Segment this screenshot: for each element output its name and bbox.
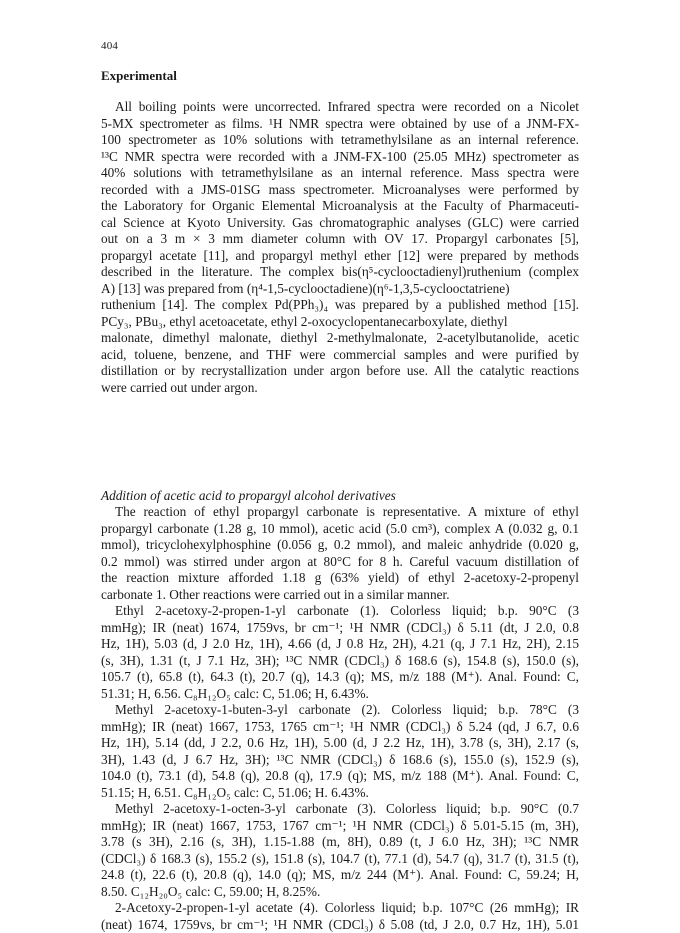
text-line: out on a 3 m × 3 mm diameter column with OV 17. Propargyl carbonates [5], [101, 231, 579, 246]
text-line: 104.0 (t), 73.1 (d), 54.8 (q), 20.8 (q), 17.9 (q); MS, m/z 188 (M⁺). Anal. Found: C, [101, 768, 579, 783]
text-line: Hz, 1H), 5.14 (dd, J 2.2, 0.6 Hz, 1H), 5.00 (d, J 2.2 Hz, 1H), 3.78 (s, 3H), 2.17 (s, [101, 735, 579, 750]
text-line: 105.7 (t), 65.8 (t), 64.3 (t), 20.7 (q), 14.3 (q); MS, m/z 188 (M⁺). Anal. Found: C, [101, 669, 579, 684]
text-line: 0.2 mmol) was stirred under argon at 80°C for 8 h. Careful vacuum distillation of [101, 553, 579, 569]
text-line: mmHg); IR (neat) 1667, 1753, 1767 cm⁻¹; ¹H NMR (CDCl₃) δ 5.01-5.15 (m, 3H), [101, 817, 579, 833]
text-line: 5-MX spectrometer as films. ¹H NMR spectra were obtained by use of a JNM-FX- [101, 115, 579, 131]
text-line: the Laboratory for Organic Elemental Microanalysis at the Faculty of Pharmaceuti- [101, 198, 579, 213]
page-number: 404 [101, 40, 119, 52]
text-line: (CDCl₃) δ 168.3 (s), 155.2 (s), 151.8 (s), 104.7 (t), 77.1 (d), 54.7 (q), 31.7 (t), 31.5 (t), [101, 850, 579, 866]
text-line: propargyl acetate [11], and propargyl methyl ether [12] were prepared by methods [101, 247, 579, 263]
text-line: Methyl 2-acetoxy-1-buten-3-yl carbonate (2). Colorless liquid; b.p. 78°C (3 [115, 702, 579, 717]
text-line: (neat) 1674, 1759vs, br cm⁻¹; ¹H NMR (CDCl₃) δ 5.08 (td, J 2.0, 0.7 Hz, 1H), 5.01 [101, 916, 579, 932]
text-line: (s, 3H), 1.31 (t, J 7.1 Hz, 3H); ¹³C NMR (CDCl₃) δ 168.6 (s), 154.8 (s), 150.0 (s), [101, 652, 579, 668]
experimental-intro-paragraph [101, 99, 579, 396]
text-line: mmol), tricyclohexylphosphine (0.056 g, 0.2 mmol), and maleic anhydride (0.020 g, [101, 537, 579, 552]
text-line: PCy₃, PBu₃, ethyl acetoacetate, ethyl 2-oxocyclopentanecarboxylate, diethyl [101, 313, 508, 329]
text-line: 3H), 1.43 (d, J 6.7 Hz, 3H); ¹³C NMR (CDCl₃) δ 168.6 (s), 155.0 (s), 152.9 (s), [101, 751, 579, 767]
text-line: A) [13] was prepared from (η⁴-1,5-cyclooctadiene)(η⁶-1,3,5-cyclooctatriene) [101, 280, 510, 296]
text-line: Methyl 2-acetoxy-1-octen-3-yl carbonate (3). Colorless liquid; b.p. 90°C (0.7 [115, 801, 579, 816]
text-line: carbonate 1. Other reactions were carried out in a similar manner. [101, 586, 450, 602]
text-line: All boiling points were uncorrected. Infrared spectra were recorded on a Nicolet [115, 99, 579, 114]
text-line: 2-Acetoxy-2-propen-1-yl acetate (4). Colorless liquid; b.p. 107°C (26 mmHg); IR [115, 900, 579, 915]
text-line: malonate, dimethyl malonate, diethyl 2-methylmalonate, 2-acetylbutanolide, acetic [101, 330, 579, 345]
text-line: ¹³C NMR spectra were recorded with a JNM-FX-100 (25.05 MHz) spectrometer as [101, 148, 579, 164]
text-line: 3.78 (s 3H), 2.16 (s, 3H), 1.15-1.88 (m, 8H), 0.89 (t, J 6.0 Hz, 3H); ¹³C NMR [101, 834, 579, 849]
section-heading-experimental: Experimental [101, 68, 177, 83]
text-line: recorded with a JMS-01SG mass spectrometer. Microanalyses were performed by [101, 181, 579, 197]
text-line: 8.50. C₁₂H₂₀O₅ calc: C, 59.00; H, 8.25%. [101, 883, 321, 899]
text-line: were carried out under argon. [101, 379, 258, 395]
text-line: Ethyl 2-acetoxy-2-propen-1-yl carbonate (1). Colorless liquid; b.p. 90°C (3 [115, 603, 579, 618]
text-line: 51.15; H, 6.51. C₈H₁₂O₅ calc: C, 51.06; H. 6.43%. [101, 784, 369, 800]
text-line: Hz, 1H), 5.03 (d, J 2.0 Hz, 1H), 4.66 (d, J 0.8 Hz, 2H), 4.21 (q, J 7.1 Hz, 2H), 2.15 [101, 636, 579, 651]
text-line: mmHg); IR (neat) 1667, 1753, 1765 cm⁻¹; ¹H NMR (CDCl₃) δ 5.24 (qd, J 6.7, 0.6 [101, 718, 579, 734]
text-line: 100 spectrometer as 10% solutions with tetramethylsilane as an internal reference. [101, 132, 579, 147]
text-line: 51.31; H, 6.56. C₈H₁₂O₅ calc: C, 51.06; H, 6.43%. [101, 685, 369, 701]
text-line: described in the literature. The complex bis(η⁵-cyclooctadienyl)ruthenium (complex [101, 264, 579, 279]
text-line: 40% solutions with tetramethylsilane as an internal reference. Mass spectra were [101, 165, 579, 180]
text-line: The reaction of ethyl propargyl carbonate is representative. A mixture of ethyl [115, 504, 579, 519]
text-line: propargyl carbonate (1.28 g, 10 mmol), acetic acid (5.0 cm³), complex A (0.032 g, 0.1 [101, 520, 579, 536]
text-line: cal Science at Kyoto University. Gas chromatographic analyses (GLC) were carried [101, 214, 579, 230]
addition-paragraphs [101, 504, 579, 933]
text-line: the reaction mixture afforded 1.18 g (63% yield) of ethyl 2-acetoxy-2-propenyl [101, 570, 579, 585]
text-line: distillation or by recrystallization under argon before use. All the catalytic reactions [101, 363, 579, 378]
text-line: acid, toluene, benzene, and THF were commercial samples and were purified by [101, 346, 579, 362]
subsection-heading: Addition of acetic acid to propargyl alcohol derivatives [101, 488, 396, 503]
text-line: mmHg); IR (neat) 1674, 1759vs, br cm⁻¹; ¹H NMR (CDCl₃) δ 5.11 (dt, J 2.0, 0.8 [101, 619, 579, 635]
text-line: 24.8 (t), 22.6 (t), 20.8 (q), 14.0 (q); MS, m/z 244 (M⁺). Anal. Found: C, 59.24; H, [101, 867, 579, 882]
text-line: ruthenium [14]. The complex Pd(PPh₃)₄ was prepared by a published method [15]. [101, 297, 579, 312]
